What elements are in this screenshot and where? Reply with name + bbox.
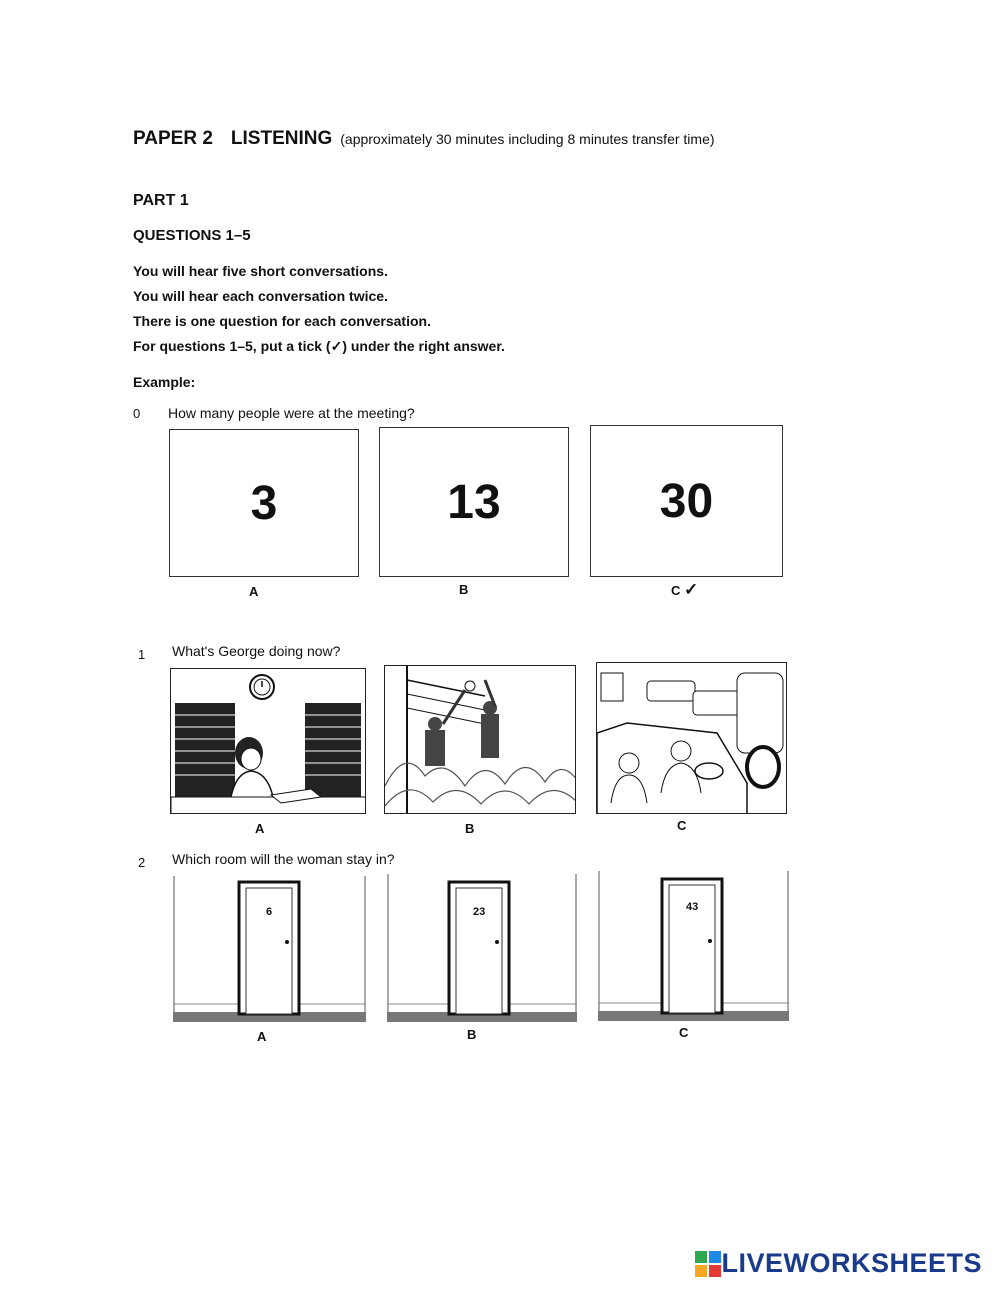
picture-studying [170,668,366,814]
option-value: 13 [447,475,501,529]
logo-text: LIVEWORKSHEETS [721,1248,982,1278]
option-label-a[interactable]: A [255,821,265,836]
questions-range: QUESTIONS 1–5 [133,227,251,244]
tick-mark: ✓ [684,580,699,599]
part-title: PART 1 [133,192,189,209]
picture-room-door-c [598,871,789,1021]
example-label: Example: [133,374,196,390]
picture-room-door-a [173,876,366,1022]
logo-blocks-icon [695,1251,721,1277]
option-label-b[interactable]: B [467,1027,477,1042]
question-number: 1 [138,647,146,662]
question-number: 0 [133,406,141,421]
instruction-line: You will hear each conversation twice. [133,288,388,304]
option-label-a[interactable]: A [249,584,259,599]
option-value: 30 [659,474,714,528]
instruction-line: There is one question for each conversation. [133,313,431,329]
door-number: 43 [686,901,699,913]
question-text: What's George doing now? [172,643,341,659]
option-label-b[interactable]: B [465,821,475,836]
door-number: 23 [473,906,486,918]
option-label-c[interactable]: C ✓ [671,580,699,599]
instruction-line: For questions 1–5, put a tick (✓) under the right answer. [133,338,505,354]
option-label-c[interactable]: C [679,1025,689,1040]
question-number: 2 [138,855,146,870]
time-note: (approximately 30 minutes including 8 minutes transfer time) [340,131,715,147]
option-label-b[interactable]: B [459,582,469,597]
option-box-b [379,427,569,577]
option-label-a[interactable]: A [257,1029,267,1044]
option-value: 3 [250,476,278,530]
picture-room-door-b [387,874,577,1022]
question-text: How many people were at the meeting? [168,405,415,421]
paper-heading [133,128,715,150]
option-box-c [590,425,783,577]
picture-driving [596,662,787,814]
section-title: LISTENING [230,128,333,149]
picture-volleyball [384,665,576,814]
option-box-a [169,429,359,577]
instruction-line: You will hear five short conversations. [133,263,388,279]
liveworksheets-logo [695,1248,982,1279]
paper-number: PAPER 2 [133,128,213,149]
door-number: 6 [266,906,273,918]
question-text: Which room will the woman stay in? [172,851,395,867]
option-label-c[interactable]: C [677,818,687,833]
